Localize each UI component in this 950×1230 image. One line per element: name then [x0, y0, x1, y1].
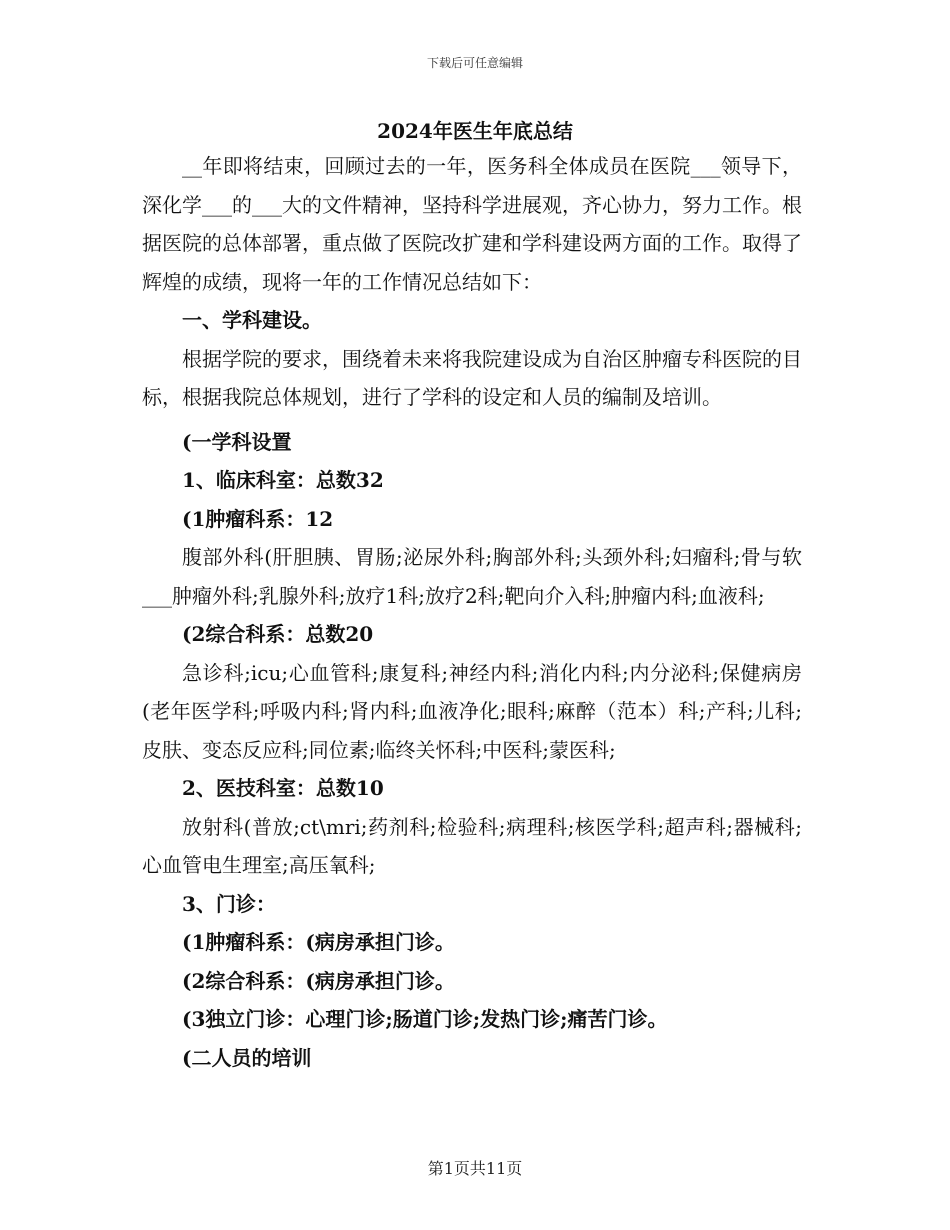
clinical-departments-heading: 1、临床科室：总数32 — [182, 468, 384, 492]
subsection-heading-setup: (一学科设置 — [182, 429, 292, 454]
outpatient-heading: 3、门诊： — [182, 891, 276, 916]
document-title: 2024年医生年底总结 — [377, 119, 573, 143]
medical-tech-list: 放射科(普放;ct\mri;药剂科;检验科;病理科;核医学科;超声科;器械科;心血管电生理室;高压氧科; — [142, 814, 802, 877]
header-note: 下载后可任意编辑 — [426, 56, 523, 70]
oncology-system-list: 腹部外科(肝胆胰、胃肠;泌尿外科;胸部外科;头颈外科;妇瘤科;骨与软___肿瘤外科;乳腺外科;放疗1科;放疗2科;靶向介入科;肿瘤内科;血液科; — [142, 545, 802, 608]
outpatient-oncology: (1肿瘤科系：(病房承担门诊。 — [182, 930, 455, 954]
general-system-list: 急诊科;icu;心血管科;康复科;神经内科;消化内科;内分泌科;保健病房(老年医学科;呼吸内科;肾内科;血液净化;眼科;麻醉（范本）科;产科;儿科;皮肤、变态反应科;同位素;临终关怀科;中医科;蒙医科; — [142, 660, 802, 762]
outpatient-general: (2综合科系：(病房承担门诊。 — [182, 968, 455, 993]
intro-paragraph: __年即将结束，回顾过去的一年，医务科全体成员在医院___领导下，深化学___的___大的文件精神，坚持科学进展观，齐心协力，努力工作。根据医院的总体部署，重点做了医院改扩建和学科建设两方面的工作。取得了辉煌的成绩，现将一年的工作情况总结如下： — [142, 154, 802, 294]
discipline-paragraph: 根据学院的要求，围绕着未来将我院建设成为自治区肿瘤专科医院的目标，根据我院总体规划，进行了学科的设定和人员的编制及培训。 — [142, 346, 802, 409]
document-body — [142, 147, 802, 1077]
medical-tech-heading: 2、医技科室：总数10 — [182, 776, 384, 800]
subsection-heading-training: (二人员的培训 — [182, 1045, 312, 1070]
outpatient-independent: (3独立门诊：心理门诊;肠道门诊;发热门诊;痛苦门诊。 — [182, 1007, 668, 1031]
general-system-heading: (2综合科系：总数20 — [182, 622, 374, 646]
page-indicator: 第1页共11页 — [427, 1159, 523, 1178]
oncology-system-heading: (1肿瘤科系：12 — [182, 506, 334, 531]
section-heading-discipline: 一、学科建设。 — [182, 308, 322, 332]
